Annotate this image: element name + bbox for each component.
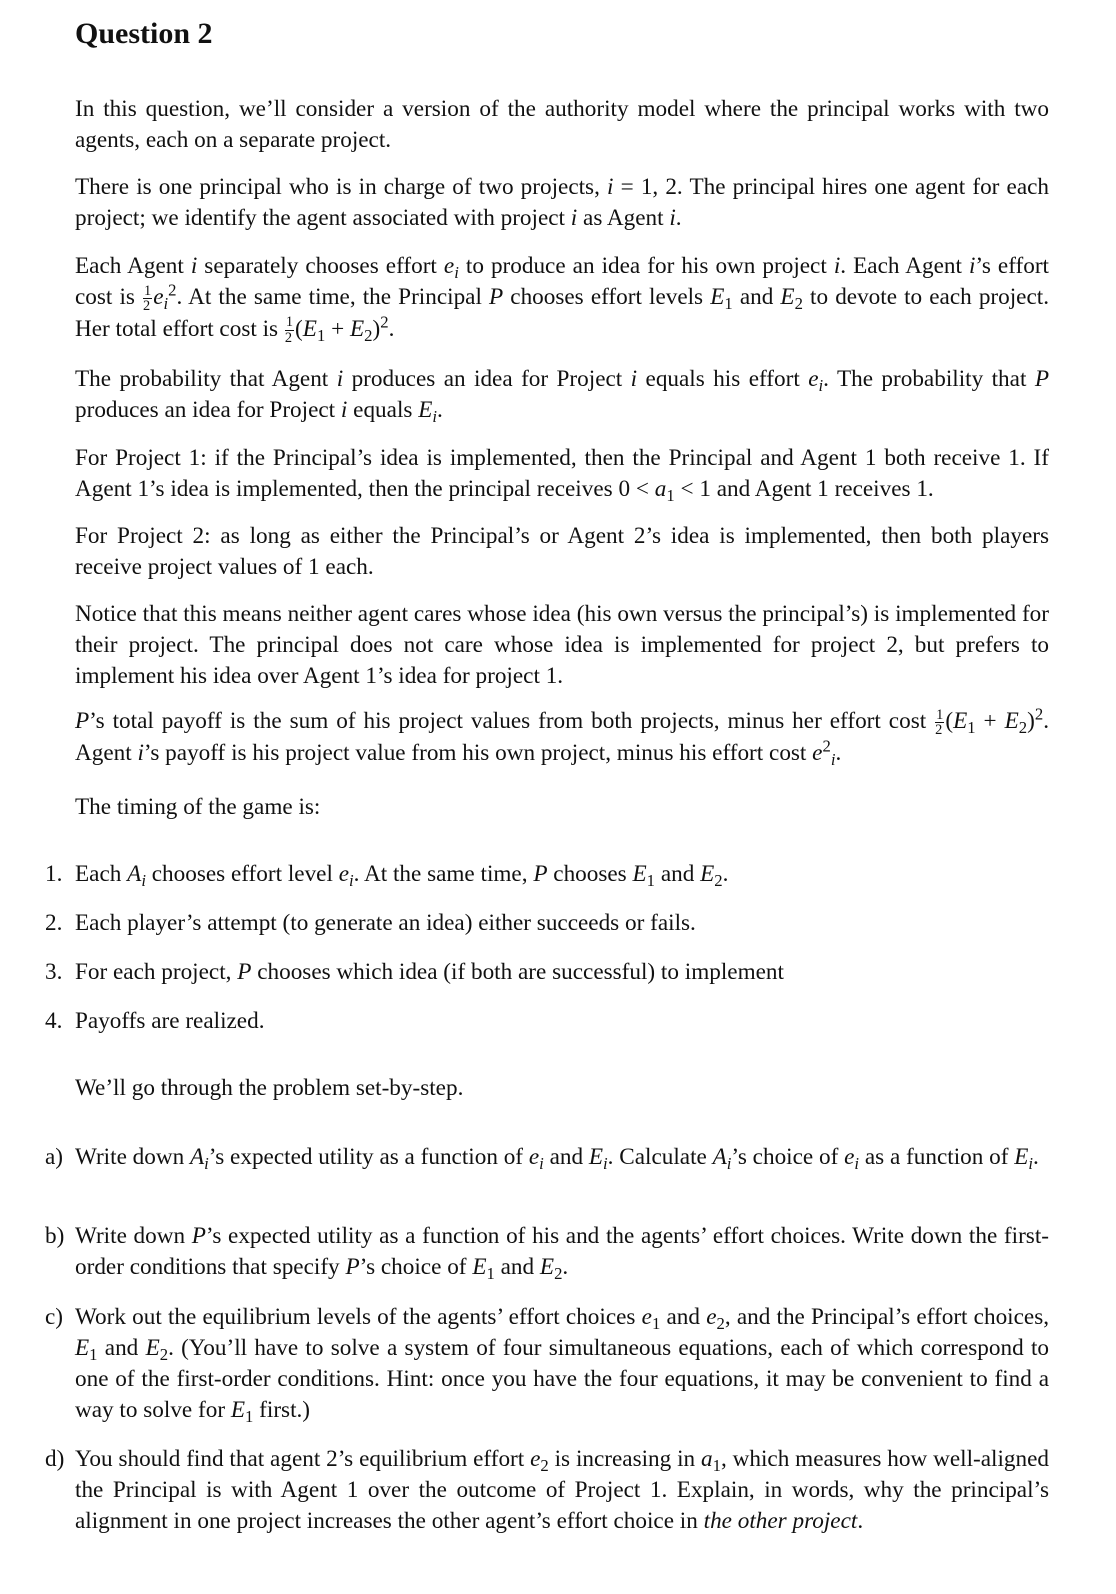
setup-paragraph-effort: Each Agent i separately chooses effort $e_i$ to produce an idea for his own project i. Each Agent i’s effort cost is $\frac{1}{2}$ $e_i^2$. At the same time, the Principal P chooses effort levels $E_1$ and $E_2$ to devote to each project. Her total effort cost is $\frac{1}{2}$ $(E_1 + E_2)^2$. (75, 253, 1050, 346)
timing-step-1: 1. Each $A_i$ chooses effort level $e_i$. At the same time, P chooses $E_1$ and $E_2$. (45, 861, 729, 890)
timing-heading: The timing of the game is: (75, 794, 321, 820)
fraction-one-half: $\frac{1}{2}$ (143, 282, 152, 315)
setup-paragraph-project-1: For Project 1: if the Principal’s idea is implemented, then the Principal and Agent 1 both receive 1. If Agent 1’s idea is implemented, then the principal receives $0 < a_1 < 1$ and Agent 1 receives 1. (75, 445, 1049, 505)
list-marker: 3. (45, 959, 63, 985)
setup-paragraph-project-2: For Project 2: as long as either the Principal’s or Agent 2’s idea is implemented, then both players receive project values of 1 each. (75, 523, 1049, 580)
question-part-a: a) Write down $A_i’s$ expected utility as a function of $e_i$ and $E_i$. Calculate $A_i’s$ choice of $e_i$ as a function of $E_i$. (45, 1144, 1039, 1173)
intro-paragraph: In this question, we’ll consider a version of the authority model where the principal works with two agents, each on a separate project. (75, 96, 1049, 153)
fraction-one-half: $\frac{1}{2}$ (284, 314, 294, 346)
list-marker: 2. (45, 910, 63, 936)
list-marker: d) (45, 1446, 65, 1472)
list-marker: a) (45, 1144, 64, 1170)
fraction-one-half: $\frac{1}{2}$ (935, 706, 944, 739)
setup-paragraph-notice: Notice that this means neither agent cares whose idea (his own versus the principal’s) is implemented for their project. The principal does not care whose idea is implemented for project 2, but prefers to implement his idea over Agent 1’s idea for project 1. (75, 601, 1049, 689)
walkthrough-note: We’ll go through the problem set-by-step. (75, 1075, 464, 1101)
timing-step-4: 4. Payoffs are realized. (45, 1006, 1049, 1037)
timing-step-3: 3. For each project, P chooses which idea (if both are successful) to implement (45, 957, 1049, 988)
setup-paragraph-payoffs: P’s total payoff is the sum of his project values from both projects, minus her effort cost $\frac{1}{2}$ $(E_1 + E_2)^2$. Agent i’s payoff is his project value from his own project, minus his effort cost $e^2_i$. (75, 704, 1049, 769)
question-part-d: d) You should find that agent 2’s equilibrium effort $e_2$ is increasing in $a_1$, which measures how well-aligned the Principal is with Agent 1 over the outcome of Project 1. Explain, in words, why the principal’s alignment in one project increases the other agent’s effort choice in the other project. (45, 1446, 1049, 1534)
question-title: Question 2 (75, 17, 213, 50)
list-marker: c) (45, 1304, 64, 1330)
setup-paragraph-projects: There is one principal who is in charge of two projects, i = 1, 2. The principal hires one agent for each project; we identify the agent associated with project i as Agent i. (75, 174, 1049, 231)
list-marker: b) (45, 1223, 65, 1249)
setup-paragraph-probability: The probability that Agent i produces an idea for Project i equals his effort $e_i$. The probability that P produces an idea for Project i equals $E_i$. (75, 366, 1049, 426)
list-marker: 4. (45, 1008, 63, 1034)
question-part-b: b) Write down P’s expected utility as a function of his and the agents’ effort choices. Write down the first-order conditions that specify P’s choice of $E_1$ and $E_2$. (45, 1223, 1049, 1283)
list-marker: 1. (45, 861, 63, 887)
timing-step-2: 2. Each player’s attempt (to generate an idea) either succeeds or fails. (45, 908, 1049, 939)
question-part-c: c) Work out the equilibrium levels of the agents’ effort choices $e_1$ and $e_2$, and the Principal’s effort choices, $E_1$ and $E_2$. (You’ll have to solve a system of four simultaneous equations, each of which correspond to one of the first-order conditions. Hint: once you have the four equations, it may be convenient to find a way to solve for $E_1$ first.) (45, 1304, 1050, 1426)
